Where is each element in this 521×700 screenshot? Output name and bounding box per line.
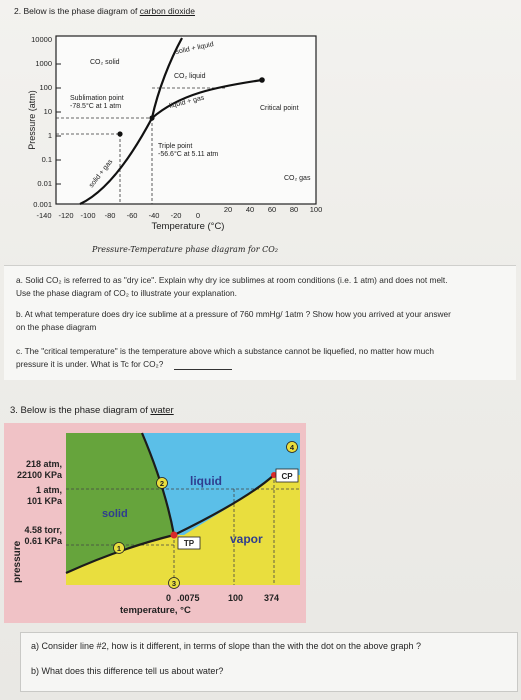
co2-sublimation-value: -78.5°C at 1 atm (70, 103, 122, 110)
water-x-label: 100 (228, 593, 244, 603)
co2-liquid-gas-label: liquid + gas (168, 94, 206, 110)
co2-x-tick: -80 (104, 211, 116, 220)
question-2-title-prefix: 2. Below is the phase diagram of (14, 6, 140, 16)
question-3-title-link: water (150, 405, 174, 416)
water-marker-4-label: 4 (289, 443, 295, 452)
co2-y-tick: 1 (47, 131, 52, 140)
water-phase-diagram (4, 423, 306, 623)
water-y-label: 218 atm, (25, 459, 62, 469)
water-solid-label: solid (102, 508, 128, 520)
water-marker-1-label: 1 (116, 544, 122, 553)
question-3-part-a: a) Consider line #2, how is it different, in terms of slope than the with the dot on the above graph ? (31, 641, 422, 651)
co2-x-tick: -20 (170, 211, 182, 220)
co2-x-tick: 100 (309, 205, 323, 214)
part-c-line-2: pressure it is under. What is Tc for CO₂? (16, 359, 164, 369)
part-c-line-1: c. The "critical temperature" is the temperature above which a substance cannot be liquefied, no matter how much (16, 346, 435, 356)
co2-diagram-caption: Pressure-Temperature phase diagram for CO₂ (92, 245, 278, 254)
co2-x-tick: -40 (148, 211, 160, 220)
water-x-label: .0075 (177, 593, 200, 603)
co2-solid-label: CO₂ solid (90, 59, 120, 66)
water-tp-label: TP (183, 539, 195, 548)
co2-solid-liquid-label: solid + liquid (174, 41, 215, 56)
co2-x-tick: 40 (245, 205, 255, 214)
co2-y-tick: 10000 (31, 35, 52, 44)
water-liquid-label: liquid (190, 474, 222, 488)
co2-x-tick: 60 (267, 205, 277, 214)
water-y-label: 101 KPa (26, 496, 62, 506)
co2-triple-value: -56.6°C at 5.11 atm (158, 151, 219, 158)
water-y-label: 1 atm, (35, 485, 62, 495)
question-3-part-b: b) What does this difference tell us about water? (31, 666, 224, 676)
co2-critical-label: Critical point (260, 105, 299, 112)
question-2-parts-box (4, 265, 516, 380)
question-2-title-link: carbon dioxide (139, 6, 195, 16)
co2-liquid-label: CO₂ liquid (174, 73, 206, 80)
question-3-parts-box (20, 632, 518, 692)
water-x-label: 0 (166, 593, 172, 603)
water-y-label: 4.58 torr, (24, 525, 62, 535)
co2-gas-label: CO₂ gas (284, 175, 311, 182)
water-x-axis-label: temperature, °C (120, 605, 191, 616)
part-a-line-1: a. Solid CO₂ is referred to as "dry ice". Explain why dry ice sublimes at room conditions (i.e. 1 atm) and does not melt. (16, 275, 448, 285)
co2-x-tick: -120 (58, 211, 74, 220)
question-2-title (14, 6, 195, 16)
co2-triple-label: Triple point (158, 143, 193, 150)
part-b-line-2: on the phase diagram (16, 322, 97, 332)
co2-critical-point (259, 77, 265, 83)
water-marker-2-label: 2 (159, 479, 165, 488)
water-x-label: 374 (264, 593, 280, 603)
co2-y-tick: 0.1 (41, 155, 52, 164)
co2-sublimation-label: Sublimation point (70, 95, 124, 102)
co2-x-axis-label: Temperature (°C) (151, 221, 225, 232)
co2-triple-point (149, 115, 154, 120)
water-y-label: 0.61 KPa (24, 536, 62, 546)
water-cp-label: CP (281, 472, 293, 481)
water-marker-3-label: 3 (171, 579, 177, 588)
co2-y-tick: 0.001 (33, 200, 52, 209)
co2-x-tick: 0 (195, 211, 201, 220)
co2-phase-diagram (27, 30, 330, 232)
co2-x-tick: 20 (223, 205, 233, 214)
co2-y-tick: 0.01 (37, 179, 52, 188)
part-c-answer-line[interactable] (174, 369, 232, 370)
water-triple-point-dot (171, 532, 178, 539)
water-y-label: 22100 KPa (16, 470, 62, 480)
co2-x-tick: -140 (36, 211, 52, 220)
co2-x-tick: 80 (289, 205, 299, 214)
co2-x-tick: -60 (126, 211, 138, 220)
co2-y-tick: 10 (43, 107, 52, 116)
question-3-title (10, 405, 174, 416)
co2-y-tick: 100 (39, 83, 52, 92)
water-vapor-label: vapor (230, 532, 263, 546)
co2-solid-gas-label: solid + gas (88, 158, 115, 190)
co2-y-axis-label: Pressure (atm) (27, 90, 37, 150)
co2-sublimation-point (117, 131, 122, 136)
part-a-line-2: Use the phase diagram of CO₂ to illustrate your explanation. (16, 288, 237, 298)
water-y-axis-label: pressure (12, 540, 23, 583)
part-b-line-1: b. At what temperature does dry ice sublime at a pressure of 760 mmHg/ 1atm ? Show how you arrived at your answer (16, 309, 451, 319)
co2-x-tick: -100 (80, 211, 96, 220)
co2-y-tick: 1000 (35, 59, 52, 68)
question-3-title-prefix: 3. Below is the phase diagram of (10, 405, 151, 416)
